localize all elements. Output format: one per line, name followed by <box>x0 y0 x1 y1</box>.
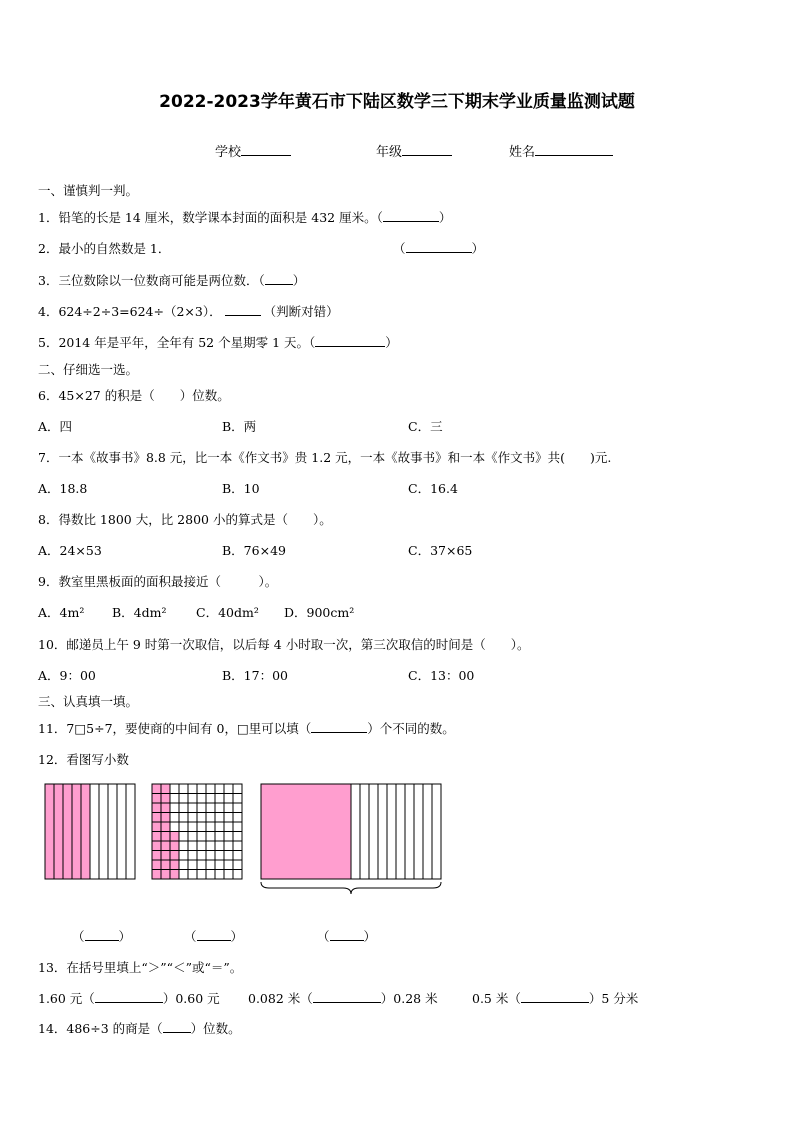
q10-option-c[interactable]: C．13：00 <box>408 668 475 683</box>
fig2-cell <box>197 841 206 851</box>
section-1-heading: 一、谨慎判一判。 <box>38 183 139 198</box>
fig1-strip <box>90 784 99 879</box>
question-4: 4．624÷2÷3=624÷（2×3）． （判断对错） <box>38 304 339 319</box>
q6-option-a[interactable]: A．四 <box>38 419 73 434</box>
fig2-cell <box>188 851 197 861</box>
q12-answer-3: （ ） <box>317 929 377 944</box>
fig2-cell <box>215 784 224 794</box>
fig2-cell <box>197 822 206 832</box>
q13-item-3: 0.5 米（ ）5 分米 <box>472 991 639 1006</box>
fig2-cell <box>161 813 170 823</box>
question-9: 9．教室里黑板面的面积最接近（ ）。 <box>38 574 278 589</box>
fig3-strip <box>351 784 360 879</box>
q13-blank-2[interactable] <box>313 990 381 1003</box>
q8-option-a[interactable]: A．24×53 <box>38 543 102 558</box>
fig2-cell <box>233 803 242 813</box>
fig2-cell <box>206 813 215 823</box>
fig2-cell <box>224 803 233 813</box>
q12-blank-2[interactable] <box>197 928 231 941</box>
q7-option-b[interactable]: B．10 <box>222 481 260 496</box>
fig1-strip <box>72 784 81 879</box>
fig3-full-square <box>261 784 351 879</box>
fig2-cell <box>233 822 242 832</box>
fig2-cell <box>188 860 197 870</box>
question-2-answer: （ ） <box>393 241 485 256</box>
fig2-cell <box>161 784 170 794</box>
question-13: 13．在括号里填上“＞”“＜”或“＝”。 <box>38 960 243 975</box>
fig2-cell <box>206 794 215 804</box>
q12-blank-1[interactable] <box>85 928 119 941</box>
fig2-cell <box>170 784 179 794</box>
fig3-strip <box>432 784 441 879</box>
q8-option-b[interactable]: B．76×49 <box>222 543 286 558</box>
q12-answer-2: （ ） <box>184 929 244 944</box>
fig2-cell <box>215 860 224 870</box>
question-2: 2．最小的自然数是 1． <box>38 241 171 256</box>
q14-blank[interactable] <box>163 1020 191 1033</box>
q9-option-a[interactable]: A．4m² <box>38 605 85 620</box>
fig2-cell <box>170 803 179 813</box>
fig2-cell <box>215 803 224 813</box>
fig2-cell <box>215 794 224 804</box>
name-field: 姓名 <box>509 141 613 160</box>
fig2-cell <box>224 870 233 880</box>
question-3: 3．三位数除以一位数商可能是两位数．（ ） <box>38 273 306 288</box>
question-6: 6．45×27 的积是（ ）位数。 <box>38 388 230 403</box>
fig2-cell <box>206 803 215 813</box>
fig2-cell <box>197 870 206 880</box>
school-field: 学校 <box>215 141 291 160</box>
fig2-cell <box>224 851 233 861</box>
fig2-cell <box>188 832 197 842</box>
q13-item-2: 0.082 米（ ）0.28 米 <box>248 991 438 1006</box>
fig1-strip <box>45 784 54 879</box>
grade-field: 年级 <box>376 141 452 160</box>
fig3-strip <box>360 784 369 879</box>
fig2-cell <box>152 841 161 851</box>
fig2-cell <box>152 851 161 861</box>
fig2-cell <box>188 794 197 804</box>
fig2-cell <box>152 870 161 880</box>
fig2-cell <box>206 822 215 832</box>
fig1-strip <box>126 784 135 879</box>
fig2-cell <box>215 870 224 880</box>
question-10: 10．邮递员上午 9 时第一次取信，以后每 4 小时取一次，第三次取信的时间是（ ）。 <box>38 637 530 652</box>
fig2-cell <box>233 870 242 880</box>
fig2-cell <box>197 794 206 804</box>
q10-option-b[interactable]: B．17：00 <box>222 668 288 683</box>
fig2-cell <box>215 832 224 842</box>
q9-option-c[interactable]: C．40dm² <box>196 605 259 620</box>
section-3-heading: 三、认真填一填。 <box>38 694 139 709</box>
q12-blank-3[interactable] <box>330 928 364 941</box>
fig2-cell <box>197 832 206 842</box>
fig2-cell <box>233 784 242 794</box>
q1-blank[interactable] <box>383 209 439 222</box>
grade-blank[interactable] <box>402 143 452 156</box>
question-11: 11．7□5÷7，要使商的中间有 0，□里可以填（ ）个不同的数。 <box>38 721 455 736</box>
fig2-cell <box>188 803 197 813</box>
fig1-strip <box>63 784 72 879</box>
fig2-cell <box>206 851 215 861</box>
fig2-cell <box>179 803 188 813</box>
fig3-strip <box>423 784 432 879</box>
fig2-cell <box>170 832 179 842</box>
question-8: 8．得数比 1800 大，比 2800 小的算式是（ ）。 <box>38 512 332 527</box>
fig2-cell <box>152 832 161 842</box>
q9-option-d[interactable]: D．900cm² <box>284 605 355 620</box>
q5-blank[interactable] <box>315 334 385 347</box>
fig2-cell <box>224 822 233 832</box>
section-2-heading: 二、仔细选一选。 <box>38 362 139 377</box>
q10-option-a[interactable]: A．9：00 <box>38 668 96 683</box>
fig1-strip <box>117 784 126 879</box>
question-12: 12．看图写小数 <box>38 752 129 767</box>
fig2-cell <box>233 813 242 823</box>
q9-option-b[interactable]: B．4dm² <box>112 605 167 620</box>
fig2-cell <box>224 794 233 804</box>
fig1-strip <box>99 784 108 879</box>
fig2-cell <box>206 870 215 880</box>
fig2-cell <box>161 860 170 870</box>
q4-blank[interactable] <box>225 303 261 316</box>
fig2-cell <box>224 813 233 823</box>
fig2-cell <box>233 841 242 851</box>
fig2-cell <box>170 841 179 851</box>
question-14: 14．486÷3 的商是（ ）位数。 <box>38 1021 241 1036</box>
name-blank[interactable] <box>535 143 613 156</box>
fig2-cell <box>152 784 161 794</box>
page-title: 2022-2023学年黄石市下陆区数学三下期末学业质量监测试题 <box>159 92 635 112</box>
question-5: 5．2014 年是平年，全年有 52 个星期零 1 天。（ ） <box>38 335 398 350</box>
q2-blank[interactable] <box>406 240 472 253</box>
fig2-cell <box>152 803 161 813</box>
fig2-cell <box>233 860 242 870</box>
fig3-strip <box>405 784 414 879</box>
fig2-cell <box>197 813 206 823</box>
fig2-cell <box>161 822 170 832</box>
fig2-cell <box>206 832 215 842</box>
fig2-cell <box>161 832 170 842</box>
fig2-cell <box>233 832 242 842</box>
fig2-cell <box>161 803 170 813</box>
q12-answer-1: （ ） <box>72 929 132 944</box>
fig2-cell <box>179 832 188 842</box>
fig1-strip <box>54 784 63 879</box>
fig3-brace <box>261 882 441 894</box>
fig2-cell <box>161 851 170 861</box>
fig2-cell <box>206 784 215 794</box>
fig2-cell <box>179 870 188 880</box>
fig2-cell <box>206 860 215 870</box>
fig3-strip <box>387 784 396 879</box>
fig2-cell <box>152 822 161 832</box>
fig2-cell <box>179 794 188 804</box>
q11-blank[interactable] <box>311 720 367 733</box>
fig3-strip <box>396 784 405 879</box>
fig2-cell <box>152 813 161 823</box>
q6-option-c[interactable]: C．三 <box>408 419 443 434</box>
fig2-cell <box>179 860 188 870</box>
fig1-strip <box>108 784 117 879</box>
fig2-cell <box>170 813 179 823</box>
q7-option-c[interactable]: C．16.4 <box>408 481 458 496</box>
fig1-strip <box>81 784 90 879</box>
fig2-cell <box>233 851 242 861</box>
q6-option-b[interactable]: B．两 <box>222 419 257 434</box>
fig2-cell <box>188 841 197 851</box>
fig2-cell <box>188 784 197 794</box>
fig2-cell <box>188 870 197 880</box>
fig2-cell <box>170 860 179 870</box>
fig3-strip <box>414 784 423 879</box>
q3-blank[interactable] <box>265 272 293 285</box>
question-1: 1．铅笔的长是 14 厘米，数学课本封面的面积是 432 厘米。（ ） <box>38 210 452 225</box>
fig2-cell <box>170 851 179 861</box>
fig2-cell <box>206 841 215 851</box>
fig2-cell <box>152 860 161 870</box>
fig2-cell <box>215 841 224 851</box>
fig2-cell <box>161 794 170 804</box>
fig2-cell <box>188 813 197 823</box>
q7-option-a[interactable]: A．18.8 <box>38 481 88 496</box>
fig2-cell <box>179 822 188 832</box>
q13-item-1: 1.60 元（ ）0.60 元 <box>38 991 220 1006</box>
fig2-cell <box>215 822 224 832</box>
fig2-cell <box>179 841 188 851</box>
fig2-cell <box>161 841 170 851</box>
fig2-cell <box>152 794 161 804</box>
fig2-cell <box>179 851 188 861</box>
fig2-cell <box>215 813 224 823</box>
q13-blank-3[interactable] <box>521 990 589 1003</box>
fig2-cell <box>224 784 233 794</box>
fig3-strip <box>369 784 378 879</box>
fig2-cell <box>215 851 224 861</box>
q8-option-c[interactable]: C．37×65 <box>408 543 473 558</box>
fig2-cell <box>197 851 206 861</box>
fig2-cell <box>170 794 179 804</box>
fig2-cell <box>188 822 197 832</box>
fig2-cell <box>161 870 170 880</box>
fig2-cell <box>224 841 233 851</box>
question-7: 7．一本《故事书》8.8 元，比一本《作文书》贵 1.2 元，一本《故事书》和一本《作文书》共( )元. <box>38 450 612 465</box>
fig2-cell <box>197 803 206 813</box>
fig2-cell <box>224 832 233 842</box>
fig2-cell <box>179 813 188 823</box>
decimal-figures-svg <box>44 782 454 902</box>
fig2-cell <box>197 784 206 794</box>
q13-blank-1[interactable] <box>95 990 163 1003</box>
fig2-cell <box>179 784 188 794</box>
fig2-cell <box>224 860 233 870</box>
fig2-cell <box>197 860 206 870</box>
fig3-strip <box>378 784 387 879</box>
fig2-cell <box>170 822 179 832</box>
fig2-cell <box>170 870 179 880</box>
fig2-cell <box>233 794 242 804</box>
school-blank[interactable] <box>241 143 291 156</box>
decimal-figures <box>44 782 454 902</box>
